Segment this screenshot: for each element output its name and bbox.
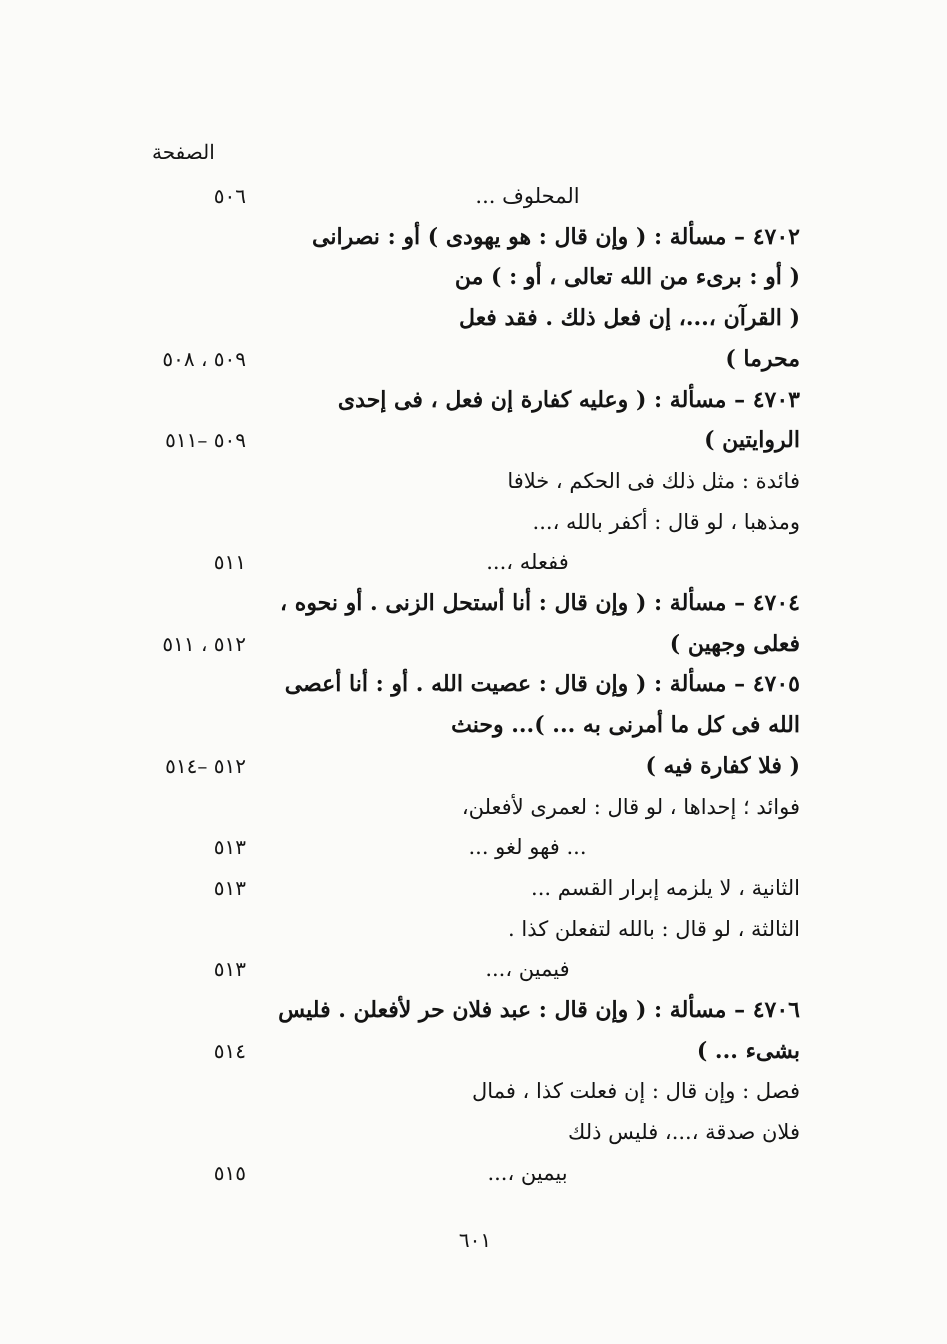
index-entry-line xyxy=(120,1071,800,1111)
entry-page-ref: ٥١٣ xyxy=(213,957,246,982)
index-entry-line xyxy=(120,380,800,420)
index-entry-line xyxy=(120,1153,800,1193)
page-number: ٦٠١ xyxy=(458,1228,492,1252)
index-entry-line xyxy=(120,868,800,908)
entry-text: الله فى كل ما أمرنى به ... )... وحنث xyxy=(451,712,800,739)
index-entry-line xyxy=(120,990,800,1030)
entry-text: الثانية ، لا يلزمه إبرار القسم ... xyxy=(531,875,800,900)
entry-text: فوائد ؛ إحداها ، لو قال : لعمرى لأفعلن، xyxy=(461,794,800,819)
index-entry-line xyxy=(120,217,800,257)
entry-text: ومذهبا ، لو قال : أكفر بالله ،... xyxy=(532,509,800,534)
index-entry-line xyxy=(120,787,800,827)
entry-page-ref: ٥١٥ xyxy=(213,1160,246,1185)
entry-text: الثالثة ، لو قال : بالله لتفعلن كذا . xyxy=(508,916,800,941)
entry-text: الروايتين ) xyxy=(704,427,800,454)
entry-page-ref: ٥١٢ –٥١٤ xyxy=(165,753,246,778)
entry-text: ( فلا كفارة فيه ) xyxy=(645,752,800,779)
index-entry-line xyxy=(120,502,800,542)
entry-page-ref: ٥١٢ ، ٥١١ xyxy=(162,631,246,656)
index-entry-line xyxy=(120,624,800,664)
index-entry-line xyxy=(120,664,800,704)
index-entry-line xyxy=(120,949,800,989)
entry-text: ( القرآن ،...، إن فعل ذلك . فقد فعل xyxy=(459,305,800,332)
entry-text: ٤٧٠٥ – مسألة : ( وإن قال : عصيت الله . أو : أنا أعصى xyxy=(284,671,800,698)
entry-text: فائدة : مثل ذلك فى الحكم ، خلافا xyxy=(507,468,800,493)
entry-page-ref: ٥١٣ xyxy=(213,875,246,900)
entry-text: ( أو : برىء من الله تعالى ، أو : ) من xyxy=(454,264,800,291)
entry-page-ref: ٥٠٩ –٥١١ xyxy=(165,428,246,453)
index-entry-line xyxy=(120,1112,800,1152)
index-entry-line xyxy=(120,746,800,786)
index-entry-line xyxy=(120,583,800,623)
entry-text: ٤٧٠٣ – مسألة : ( وعليه كفارة إن فعل ، فى إحدى xyxy=(337,386,800,413)
entry-text: المحلوف ... xyxy=(475,184,580,208)
index-entry-line xyxy=(120,339,800,379)
entry-page-ref: ٥٠٩ ، ٥٠٨ xyxy=(162,346,246,371)
entry-text: ٤٧٠٦ – مسألة : ( وإن قال : عبد فلان حر لأفعلن . فليس xyxy=(278,997,800,1023)
index-entry-line xyxy=(120,176,800,216)
page-column-header: الصفحة xyxy=(152,140,215,164)
index-entry-line xyxy=(120,461,800,501)
entry-text: فعلى وجهين ) xyxy=(669,630,800,657)
entry-text: ... فهو لغو ... xyxy=(468,835,587,860)
index-entry-line xyxy=(120,1031,800,1071)
entry-text: ٤٧٠٤ – مسألة : ( وإن قال : أنا أستحل الزنى . أو نحوه ، xyxy=(280,590,800,616)
entry-page-ref: ٥١١ xyxy=(213,550,246,575)
entry-page-ref: ٥٠٦ xyxy=(213,184,246,208)
entry-text: ففعله ،... xyxy=(486,550,569,575)
index-entry-line xyxy=(120,542,800,582)
entry-text: ٤٧٠٢ – مسألة : ( وإن قال : هو يهودى ) أو : نصرانى xyxy=(312,223,800,250)
index-entry-line xyxy=(120,827,800,867)
index-entry-line xyxy=(120,257,800,297)
index-entry-line xyxy=(120,909,800,949)
index-entry-line xyxy=(120,705,800,745)
index-entry-line xyxy=(120,298,800,338)
entry-text: محرما ) xyxy=(725,345,800,372)
entry-text: فيمين ،... xyxy=(485,957,570,982)
entry-text: بيمين ،... xyxy=(487,1160,568,1185)
entry-text: فلان صدقة ،...، فليس ذلك xyxy=(568,1120,800,1145)
index-entry-line xyxy=(120,420,800,460)
entry-page-ref: ٥١٣ xyxy=(213,835,246,860)
entry-page-ref: ٥١٤ xyxy=(213,1038,246,1063)
entry-text: بشىء ... ) xyxy=(696,1037,800,1064)
entry-text: فصل : وإن قال : إن فعلت كذا ، فمال xyxy=(472,1079,800,1104)
